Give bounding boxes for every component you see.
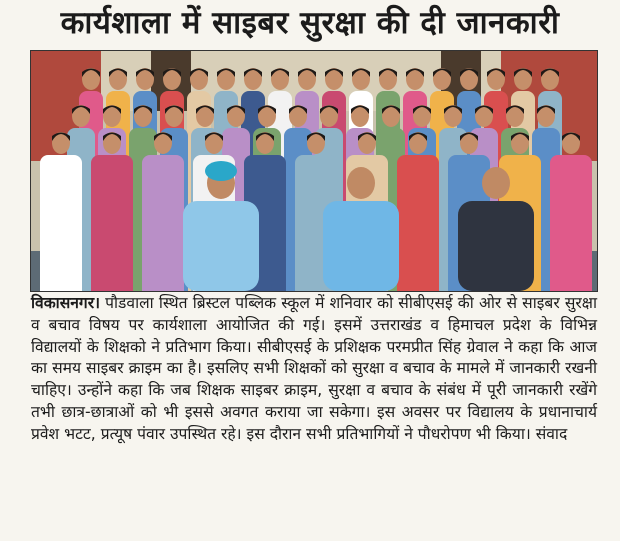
article-text: पौडवाला स्थित ब्रिस्टल पब्लिक स्कूल में शनिवार को सीबीएसई की ओर से साइबर सुरक्षा व बचाव विषय पर कार्यशाला आयोजित की गई। इसमें उत्तराखंड व हिमाचल प्रदेश के विभिन्न विद्यालयों के शिक्षको ने प्रतिभाग किया। सीबीएसई के प्रशिक्षक परमप्रीत सिंह ग्रेवाल ने कहा कि आज का समय साइबर क्राइम का है। इसलिए सभी शिक्षकों को सुरक्षा व बचाव के मामले में जानकारी रखनी चाहिए। उन्होंने कहा कि जब शिक्षक साइबर क्राइम, सुरक्षा व बचाव के संबंध में पूरी जानकारी रखेंगे तभी छात्र-छात्राओं को भी इससे अवगत कराया जा सकेगा। इस अवसर पर विद्यालय के प्रधानाचार्य प्रवेश भटट, प्रत्यूष पंवार उपस्थित रहे। इस दौरान सभी प्रतिभागियों ने पौधरोपण भी किया। संवाद <box>31 294 597 443</box>
person-figure <box>40 155 82 291</box>
turban-shape <box>205 161 237 181</box>
seated-person-head <box>482 167 510 199</box>
seated-person-head <box>347 167 375 199</box>
seated-person-figure <box>458 201 534 291</box>
article-body <box>31 293 597 446</box>
dateline: विकासनगर। <box>31 294 100 312</box>
person-figure <box>91 155 133 291</box>
group-photo <box>30 50 598 292</box>
group-photo-illustration <box>31 51 597 291</box>
seated-person-figure <box>183 201 259 291</box>
person-figure <box>142 155 184 291</box>
headline: कार्यशाला में साइबर सुरक्षा की दी जानकारी <box>60 5 560 41</box>
person-figure <box>397 155 439 291</box>
seated-person-figure <box>323 201 399 291</box>
person-figure <box>550 155 592 291</box>
